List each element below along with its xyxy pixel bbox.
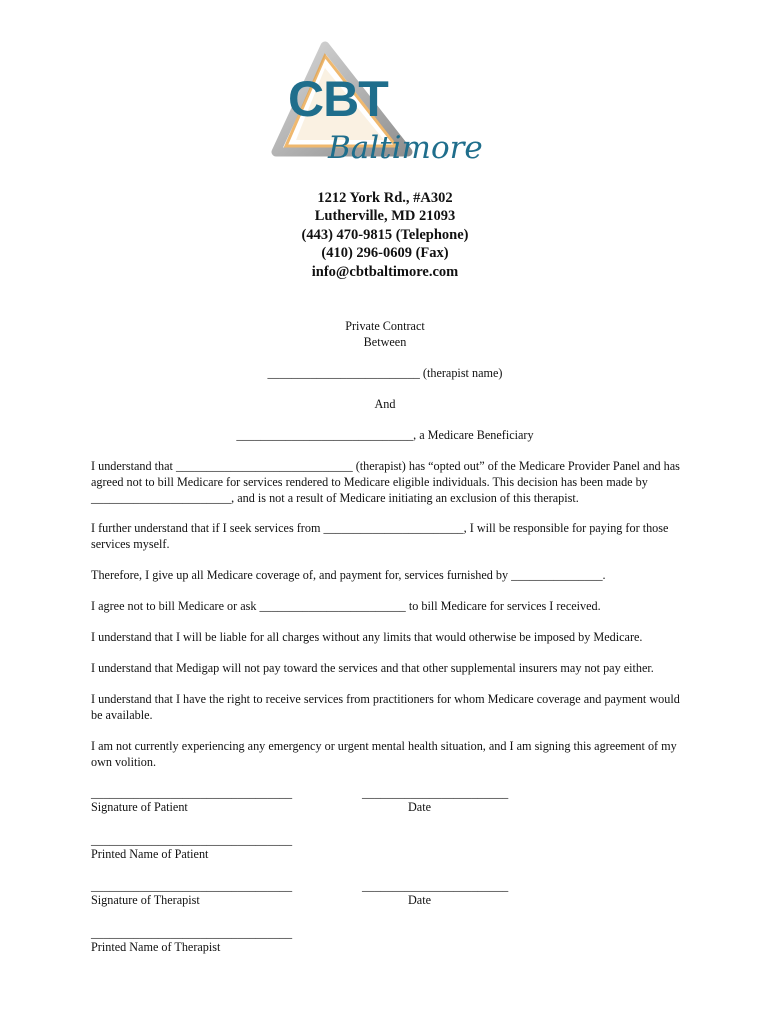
address-email: info@cbtbaltimore.com	[311, 263, 459, 280]
paragraph-responsibility: I further understand that if I seek services from _______________________, I will be responsible for paying for those services myself.	[91, 521, 669, 551]
logo-triangle-graphic	[268, 40, 508, 170]
logo-baltimore-text: Baltimore	[328, 130, 483, 166]
address-city: Lutherville, MD 21093	[314, 208, 456, 225]
contract-between: Between	[363, 335, 407, 349]
cbt-baltimore-logo	[268, 40, 508, 170]
address-block	[0, 189, 770, 281]
logo-cbt-text: CBT	[288, 71, 388, 127]
date-line-2: ________________________	[362, 879, 509, 893]
patient-printed-line: _________________________________	[91, 833, 293, 847]
paragraph-volition: I am not currently experiencing any emergency or urgent mental health situation, and I am signing this agreement of my own volition.	[91, 739, 677, 769]
paragraph-not-bill: I agree not to bill Medicare or ask ________________________ to bill Medicare for services I received.	[91, 599, 601, 613]
date-label-2: Date	[408, 893, 432, 907]
therapist-name-line: _________________________ (therapist name)	[267, 366, 503, 380]
therapist-printed-line: _________________________________	[91, 926, 293, 940]
paragraph-liable: I understand that I will be liable for all charges without any limits that would otherwise be imposed by Medicare.	[91, 630, 643, 644]
address-street: 1212 York Rd., #A302	[317, 190, 453, 206]
paragraph-medigap: I understand that Medigap will not pay toward the services and that other supplemental insurers may not pay either.	[91, 661, 654, 675]
patient-printed-label: Printed Name of Patient	[91, 847, 209, 861]
date-label-1: Date	[408, 800, 432, 814]
patient-signature-line: _________________________________	[91, 786, 293, 800]
beneficiary-line: _____________________________, a Medicare Beneficiary	[236, 428, 534, 442]
contract-title: Private Contract	[345, 319, 425, 333]
patient-signature-label: Signature of Patient	[91, 800, 188, 814]
paragraph-opt-out: I understand that _____________________________ (therapist) has “opted out” of the Medicare Provider Panel and has agreed not to bill Medicare for services rendered to Medicare eligible individuals. This decision has been made by _______________________, and is not a result of Medicare initiating an exclusion of this therapist.	[91, 459, 680, 505]
therapist-signature-label: Signature of Therapist	[91, 893, 200, 907]
address-fax: (410) 296-0609 (Fax)	[321, 245, 449, 262]
therapist-signature-line: _________________________________	[91, 879, 293, 893]
date-line-1: ________________________	[362, 786, 509, 800]
paragraph-give-up-coverage: Therefore, I give up all Medicare coverage of, and payment for, services furnished by _______________.	[91, 568, 606, 582]
therapist-printed-label: Printed Name of Therapist	[91, 940, 221, 954]
contract-and: And	[374, 397, 396, 411]
address-phone: (443) 470-9815 (Telephone)	[301, 226, 469, 243]
paragraph-right-to-services: I understand that I have the right to receive services from practitioners for whom Medicare coverage and payment would be available.	[91, 692, 680, 722]
